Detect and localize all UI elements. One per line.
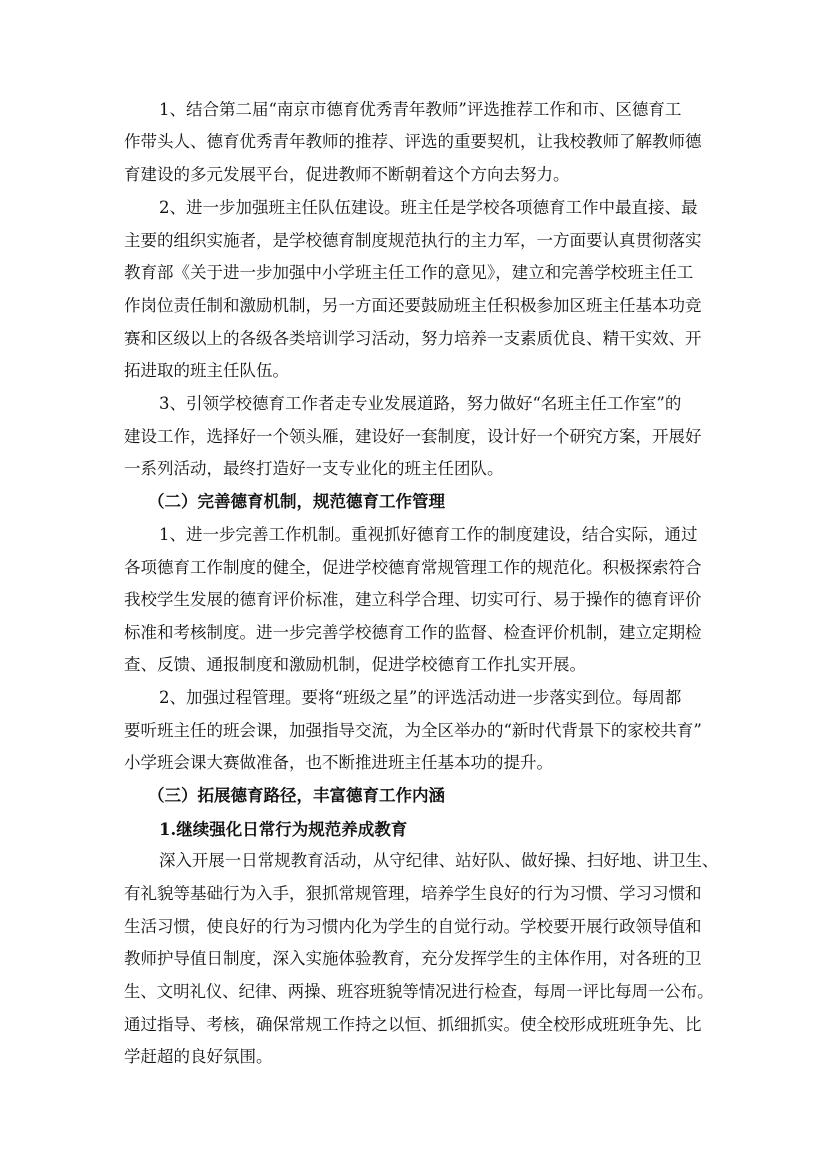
text-line: 教育部《关于进一步加强中小学班主任工作的意见》，建立和完善学校班主任工 [124,263,694,282]
text-line: 生、文明礼仪、纪律、两操、班容班貌等情况进行检查，每周一评比每周一公布。 [124,982,714,1001]
text-line: 作带头人、德育优秀青年教师的推荐、评选的重要契机，让我校教师了解教师德 [124,132,702,151]
text-line: 标准和考核制度。进一步完善学校德育工作的监督、检查评价机制，建立定期检 [124,623,702,642]
subsection-heading: 1.继续强化日常行为规范养成教育 [159,820,408,839]
text-line: 3、引领学校德育工作者走专业发展道路，努力做好“名班主任工作室”的 [159,394,682,413]
text-line: 2、进一步加强班主任队伍建设。班主任是学校各项德育工作中最直接、最 [159,198,698,217]
section-heading: （二）完善德育机制，规范德育工作管理 [148,492,445,511]
text-line: 通过指导、考核，确保常规工作持之以恒、抓细抓实。使全校形成班班争先、比 [124,1015,702,1034]
section-heading: （三）拓展德育路径，丰富德育工作内涵 [148,786,445,805]
text-line: 主要的组织实施者，是学校德育制度规范执行的主力军，一方面要认真贯彻落实 [124,231,702,250]
text-line: 小学班会课大赛做准备，也不断推进班主任基本功的提升。 [124,753,553,772]
text-line: 教师护导值日制度，深入实施体验教育，充分发挥学生的主体作用，对各班的卫 [124,949,702,968]
text-line: 各项德育工作制度的健全，促进学校德育常规管理工作的规范化。积极探索符合 [124,558,702,577]
text-line: 我校学生发展的德育评价标准，建立科学合理、切实可行、易于操作的德育评价 [124,590,702,609]
text-line: 要听班主任的班会课，加强指导交流，为全区举办的“新时代背景下的家校共育” [124,721,702,740]
text-line: 建设工作，选择好一个领头雁，建设好一套制度，设计好一个研究方案，开展好 [124,427,702,446]
text-line: 作岗位责任制和激励机制，另一方面还要鼓励班主任积极参加区班主任基本功竞 [124,296,702,315]
text-line: 拓进取的班主任队伍。 [124,361,289,380]
text-line: 生活习惯，使良好的行为习惯内化为学生的自觉行动。学校要开展行政领导值和 [124,917,702,936]
text-line: 学赶超的良好氛围。 [124,1047,273,1066]
text-line: 查、反馈、通报制度和激励机制，促进学校德育工作扎实开展。 [124,655,586,674]
text-line: 2、加强过程管理。要将“班级之星”的评选活动进一步落实到位。每周都 [159,688,682,707]
text-line: 育建设的多元发展平台，促进教师不断朝着这个方向去努力。 [124,165,570,184]
text-line: 赛和区级以上的各级各类培训学习活动，努力培养一支素质优良、精干实效、开 [124,329,702,348]
text-line: 1、结合第二届“南京市德育优秀青年教师”评选推荐工作和市、区德育工 [159,100,682,119]
text-line: 1、进一步完善工作机制。重视抓好德育工作的制度建设，结合实际，通过 [159,525,698,544]
text-line: 深入开展一日常规教育活动，从守纪律、站好队、做好操、扫好地、讲卫生、 [159,851,719,870]
text-line: 一系列活动，最终打造好一支专业化的班主任团队。 [124,459,504,478]
text-line: 有礼貌等基础行为入手，狠抓常规管理，培养学生良好的行为习惯、学习习惯和 [124,884,702,903]
